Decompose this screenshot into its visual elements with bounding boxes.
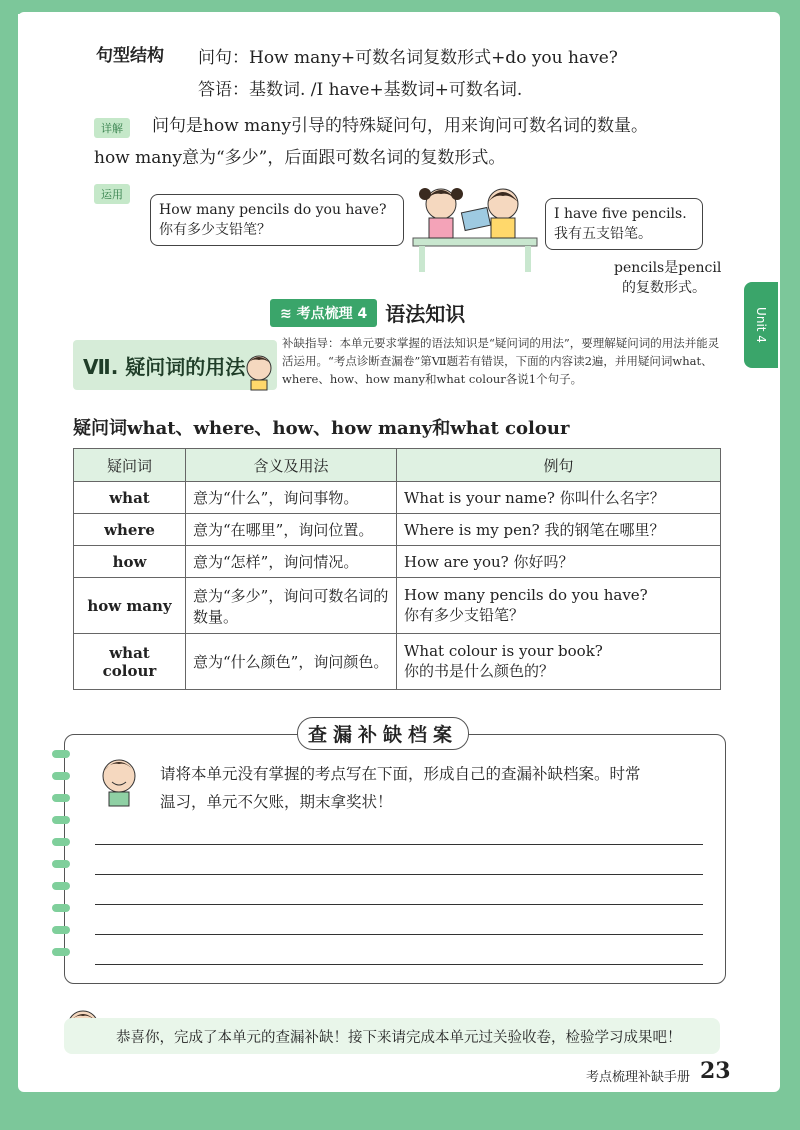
two-children-with-laptop-illustration (405, 180, 545, 272)
explanation-line-1: 问句是how many引导的特殊疑问句，用来询问可数名词的数量。 (152, 116, 648, 136)
example-cell: Where is my pen? 我的钢笔在哪里？ (397, 514, 721, 546)
binder-ring (52, 948, 70, 956)
page-frame-left (0, 0, 18, 1130)
table-header: 疑问词 (74, 449, 186, 482)
table-row (74, 482, 721, 514)
table-row (74, 514, 721, 546)
binder-ring (52, 926, 70, 934)
smiling-boy-icon (96, 752, 142, 808)
table-row (74, 578, 721, 634)
meaning-cell: 意为“在哪里”，询问位置。 (186, 514, 397, 546)
example-cell: What is your name? 你叫什么名字？ (397, 482, 721, 514)
binder-ring (52, 772, 70, 780)
writing-line[interactable] (95, 844, 703, 845)
congratulations-banner: 恭喜你，完成了本单元的查漏补缺！接下来请完成本单元过关验收卷，检验学习成果吧！ (64, 1018, 720, 1054)
application-label: 运用 (94, 184, 130, 204)
word-cell: what colour (74, 634, 186, 690)
word-cell: what (74, 482, 186, 514)
writing-line[interactable] (95, 874, 703, 875)
binder-ring (52, 838, 70, 846)
meaning-cell: 意为“怎样”，询问情况。 (186, 546, 397, 578)
sentence-pattern-question: 问句：How many+可数名词复数形式+do you have? (198, 48, 618, 68)
explanation-label: 详解 (94, 118, 130, 138)
writing-line[interactable] (95, 934, 703, 935)
table-title: 疑问词what、where、how、how many和what colour (73, 418, 570, 439)
plural-note: pencils是pencil 的复数形式。 (614, 260, 722, 296)
example-cell: How are you? 你好吗？ (397, 546, 721, 578)
meaning-cell: 意为“多少”，询问可数名词的数量。 (186, 578, 397, 634)
writing-line[interactable] (95, 904, 703, 905)
table-row (74, 546, 721, 578)
table-header-row (74, 449, 721, 482)
sentence-pattern-label: 句型结构 (96, 46, 164, 66)
example-cell: How many pencils do you have? 你有多少支铅笔？ (397, 578, 721, 634)
section-title: 语法知识 (385, 302, 466, 326)
table-header: 例句 (397, 449, 721, 482)
table-row (74, 634, 721, 690)
review-title: 查漏补缺档案 (297, 717, 469, 750)
binder-ring (52, 816, 70, 824)
binder-ring (52, 750, 70, 758)
page-number: 23 (700, 1058, 731, 1084)
word-cell: how many (74, 578, 186, 634)
binder-ring (52, 904, 70, 912)
review-instruction: 请将本单元没有掌握的考点写在下面，形成自己的查漏补缺档案。时常 温习，单元不欠账，期末拿奖状！ (160, 765, 641, 811)
footer-book-title: 考点梳理补缺手册 (586, 1070, 691, 1085)
example-cell: What colour is your book? 你的书是什么颜色的？ (397, 634, 721, 690)
question-words-table (73, 448, 721, 690)
binder-ring (52, 860, 70, 868)
word-cell: how (74, 546, 186, 578)
answer-speech-bubble: I have five pencils. 我有五支铅笔。 (545, 198, 703, 250)
section-heading (270, 298, 465, 327)
sentence-pattern-answer: 答语：基数词. /I have+基数词+可数名词. (198, 80, 523, 100)
unit-tab[interactable]: Unit 4 (744, 282, 778, 368)
section-badge: ≋ 考点梳理 4 (270, 299, 377, 327)
grammar-point-note: 补缺指导：本单元要求掌握的语法知识是“疑问词的用法”，要理解疑问词的用法并能灵活运用。“考点诊断查漏卷”第Ⅶ题若有错误，下面的内容读2遍，并用疑问词what、where、how、how many和what colour各说1个句子。 (282, 336, 720, 386)
question-speech-bubble: How many pencils do you have? 你有多少支铅笔？ (150, 194, 404, 246)
word-cell: where (74, 514, 186, 546)
boy-thinking-icon (240, 350, 278, 392)
binder-ring (52, 794, 70, 802)
meaning-cell: 意为“什么”，询问事物。 (186, 482, 397, 514)
page-frame-right (778, 0, 800, 1130)
grammar-point-title: Ⅶ. 疑问词的用法 (73, 340, 277, 390)
binder-ring (52, 882, 70, 890)
writing-line[interactable] (95, 964, 703, 965)
explanation-line-2: how many意为“多少”，后面跟可数名词的复数形式。 (94, 148, 506, 168)
meaning-cell: 意为“什么颜色”，询问颜色。 (186, 634, 397, 690)
table-header: 含义及用法 (186, 449, 397, 482)
